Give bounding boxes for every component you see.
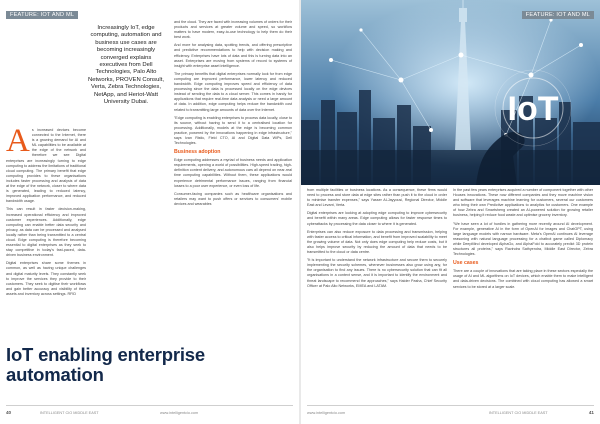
paragraph: "It is important to understand the network infrastructure and secure them to securely implementing the security schemes, whenever businesses also grow using any, for the organisation to find any issues. There is no cybersecurity solution that can fit all organisations in a context sense, and it is important to identify the environment and threat landscape to recommend the approaches," says Haider Pasha, Chief Security Officer at Palo Alto Networks, EMEA and LATAM. xyxy=(307,258,447,288)
paragraph: Digital enterprises share some themes in common, as well as having unique challenges and digital maturity levels. They constantly seek to improve the services they provide to their customers. They seek to digitise their workflows and gain better accuracy and visibility of their assets and inventory across settings. RFID xyxy=(6,261,86,296)
hero-photo xyxy=(301,0,600,185)
paragraph: Consumer-facing companies such as healthcare organisations and retailers may want to push offers or services to consumers' mobile devices and wearables xyxy=(174,191,292,206)
paragraph: "Edge computing is enabling enterprises to process data locally, close to its source, without having to send it to a centralised location for processing. Additionally, models at the edge is becoming common practice, powered by the innovations happening in edge infrastructure," says Ivan Ristic, Field CTO, AI and Digital Data WiPs, Dell Technologies. xyxy=(174,115,292,146)
column-a xyxy=(307,188,447,292)
paragraph: Edge computing addresses a myriad of business needs and application requirements, opening a world of possibilities. High-speed trading, high-definition content delivery, and autonomous cars all depend on near-real time computing capabilities. Without them, these applications would experience detrimental performance issues, ranging from financial losses to a poor user experience, or even loss of life. xyxy=(174,158,292,188)
footer-magazine: INTELLIGENT CIO MIDDLE EAST xyxy=(489,411,548,415)
paragraph: Digital enterprises are looking at adopting edge computing to improve cybersecurity and benefit within many areas. Edge computing allows for faster response times to cyberattacks by processing the data closer to where it is generated. xyxy=(307,211,447,226)
left-page xyxy=(0,0,299,424)
paragraph: And more for analysing data, spotting trends, and offering prescriptive and predictive recommendations to help with decision making and efficiency. Enterprises have lots of data and this is turning data into an asset. Enterprises are moving from systems of record to systems of insight with enterprise asset intelligence. xyxy=(174,43,292,68)
column-b xyxy=(453,188,593,293)
footer-divider xyxy=(6,405,293,406)
section-tag: FEATURE: IOT AND ML xyxy=(6,11,78,19)
paragraph: Enterprises can also reduce exposure to data processing and transmission, helping with faster access to critical information, and benefit from improved scalability to meet the growing volume of data. Not only does edge computing help reduce costs, but it also helps improve security by reducing the amount of data that needs to be transmitted to the cloud or data centre. xyxy=(307,229,447,255)
subheading: Business adoption xyxy=(174,149,221,156)
paragraph: "We have seen a lot of hurdles in gathering more recently around AI development. For example, generative AI in the form of OpenAI for images and ChatGPT, using large language models with narrow hardware. Meta's OpenAI continues AI leverage reasoning with natural language processing for a chatbot game called Diplomacy while DeepMind developed AlphaGo, and AlphaFold to accurately predict 3D protein structures all proteins," says Ravindra Sathyendra, Middle East Director, Zebra Technologies. xyxy=(453,221,593,257)
subheading: Use cases xyxy=(453,260,479,267)
iot-overlay-text: IoT xyxy=(507,90,559,128)
paragraph: and the cloud. They are faced with increasing volumes of orders for their products and services at greater volume and speed, so workflow matters to have modern, easy-to-use technology to help them do their best work. xyxy=(174,20,292,40)
standfirst: Increasingly IoT, edge computing, automation and business use cases are becoming increasingly converged explains executives from Dell Technologies, Palo Alto Networks, PROVEN Consult, Verta, Zebra Technologies, NetApp, and Heriot-Watt University Dubai. xyxy=(88,25,164,106)
column-1 xyxy=(6,123,86,300)
right-page xyxy=(301,0,600,424)
page-number: 40 xyxy=(6,410,12,415)
paragraph: s increased devices become connected to the Internet, there is a growing demand for AI and ML capabilities to be available at the edge of the network and therefore we see Digital enterprises are increasingly turning to edge computing to address the limitations of traditional cloud computing. The primary benefit that edge computing provides to these organisations includes faster processing and analysis of data at the edge of the network, closer to where data is generated, leading to reduced latency, improved application performance, and reduced bandwidth usage. xyxy=(6,128,86,204)
paragraph: This can result in faster decision-making, increased operational efficiency and improved customer experiences. Additionally, edge computing can enable better data security and privacy, as data can be processed and analysed locally rather than being transmitted to a central cloud. Edge computing is therefore becoming essential to digital enterprises as they seek to stay competitive in today's fast-paced, data-driven business environment. xyxy=(6,207,86,258)
drop-cap: A xyxy=(6,123,30,159)
footer-url: www.intelligentcio.com xyxy=(307,411,346,415)
article-headline: IoT enabling enterprise automation xyxy=(6,344,205,385)
paragraph: from multiple facilities or business locations. As a consequence, these firms would need to process and store data at edge sites rather than push it to the cloud in order to minimise transfer expenses," says Yasser Al-Jayyousi, Regional Director, Middle East and Levant, Verta. xyxy=(307,188,447,208)
paragraph: There are a couple of innovations that are taking place in these sectors especially the usage of AI and ML algorithms on IoT devices, which enable them to make intelligent and data-driven decisions. The combined with cloud computing has allowed a smart services to be stored at a larger scale. xyxy=(453,269,593,289)
footer-magazine: INTELLIGENT CIO MIDDLE EAST xyxy=(40,411,99,415)
paragraph: In the past few years enterprises acquired a number of component together with other Houses innovations. These now different companies and they move machine vision and software that leverages machine learning for customers, several our customers who bring their own Predictive applications to analytics for customers. One example of how Zebra and Smartsheng created an AI-powered solution for growing retailer business, helping it reduce food waste and optimise grocery inventory. xyxy=(453,188,593,218)
section-tag: FEATURE: IOT AND ML xyxy=(522,11,594,19)
paragraph: The primary benefits that digital enterprises normally look for from edge computing are improved performance, lower latency and reduced bandwidth. Edge computing improves speed and efficiency of data processing since the data is processed locally on the edge devices instead of sending the data to a cloud server. This comes in handy for applications that require real-time data analysis or need a large amount of data. In addition, edge computing helps reduce the bandwidth cost related to transmitting large amounts of data over the Internet. xyxy=(174,71,292,112)
column-2 xyxy=(174,20,292,210)
city-iot-illustration xyxy=(301,0,600,185)
footer-divider xyxy=(307,405,594,406)
page-number: 41 xyxy=(588,410,594,415)
footer-url: www.intelligentcio.com xyxy=(160,411,199,415)
